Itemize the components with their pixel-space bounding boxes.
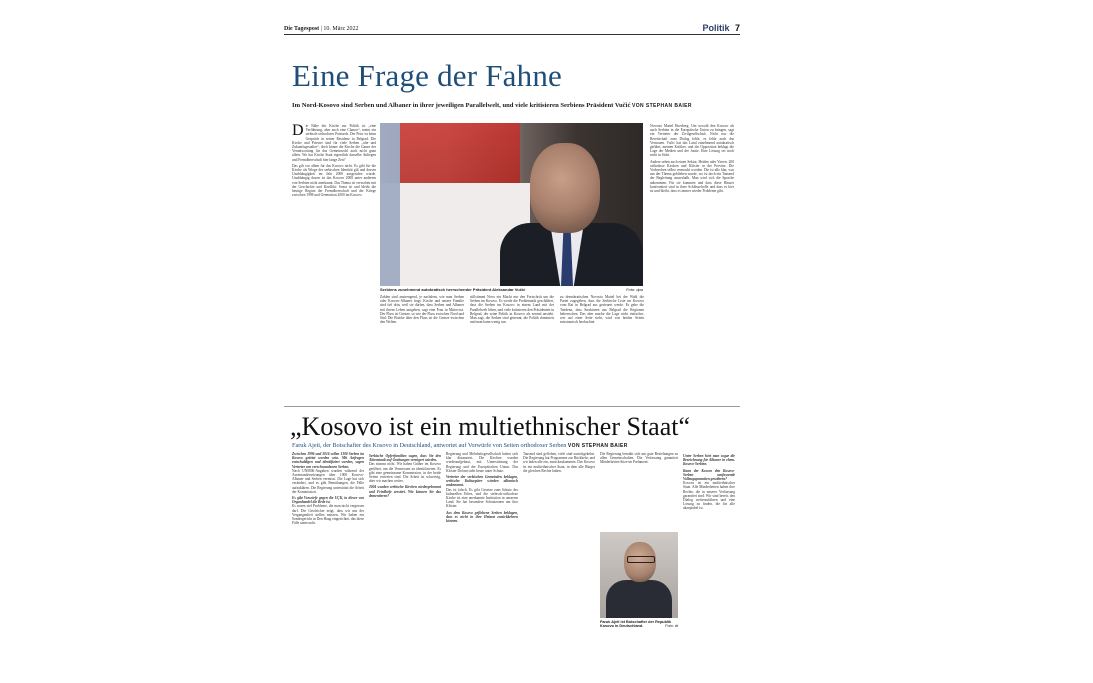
article1-headline: Eine Frage der Fahne xyxy=(292,58,562,93)
portrait-head xyxy=(530,143,600,233)
article1-col6-text: Novosto Mattel Hoerberg. Um sowohl den Kosovo als auch Serbien in die Europäische Union zu bringen, sagt ein Vertreter der Zivilgesellschaft. Nicht nur die Bereitschaft zum Dialog fehle, es fehle auch das Vertrauen. Vučić hat das Land zunehmend autokratisch geführt, meinen Kritiker, und die Opposition beklagt die Lage der Medien und der Justiz. Eine Lösung sei noch nicht in Sicht. xyxy=(650,124,734,158)
portrait2-body xyxy=(606,580,672,618)
article2-question-7: Kann der Kosovo den Kosovo-Serben umfassende Vollzugsgarantien gewähren? xyxy=(683,468,735,482)
newspaper-page xyxy=(284,14,740,666)
article2-subhead-text: Faruk Ajeti, der Botschafter des Kosovo in Deutschland, antwortet auf Vorwürfe von Seiten orthodoxer Serben xyxy=(292,442,567,449)
article2-column-5 xyxy=(600,452,678,528)
photo2-credit: Foto: dt xyxy=(665,624,678,629)
article-divider xyxy=(284,406,740,407)
paper-name: Die Tagespost xyxy=(284,26,320,32)
article2-col5-text: Das ist falsch. Es gibt Gesetze zum Schutz des kulturellen Erbes, und die serbisch-orthodoxe Kirche ist eine anerkannte Institution in unserem Land. Sie hat besondere Schutzzonen um ihre Klöster. xyxy=(446,487,518,509)
article2-question-3: 2004 wurden serbische Kirchen niedergebrannt und Friedhöfe zerstört. Wie können Sie das dementieren? xyxy=(369,485,441,498)
article2-lead: Zwischen 1996 und 2016 sollen 1300 Serben im Kosovo getötet worden sein. Mit Anfragen entschuldigen und identifiziert werden, sagen Vertreter von verschwundenen Serben. xyxy=(292,452,364,469)
photo1-caption xyxy=(380,287,643,292)
article1-col1b-text: Das gilt vor allem für das Kosovo nicht. Es gibt für die Kirche als Wiege der serbischen Identität gilt und dessen Unabhängigkeit im Jahr 2008 ausgerufen wurde. Unabhängig davon ist das Kosovo 2008 unter anderem von Serbien nicht anerkannt. Das Thema ist verwoben mit der Geschichte und Konflikt: Sonst ist und bleibt die heutige Region der Fremdherrschaft und der Kriege zwischen 1998 und Generation 2000 im Kosovo. xyxy=(292,163,376,198)
photo2-caption xyxy=(600,620,678,629)
article2-column-6 xyxy=(683,452,735,662)
page-number: 7 xyxy=(734,23,740,33)
dropcap: D xyxy=(292,124,304,139)
article2-question-1: Es gibt Vorwürfe gegen die UÇK, in dieser von Organhandel die Rede ist. xyxy=(292,496,364,505)
article2-question-4: Vertreter der serbischen Gemeinden beklagen, serbische Kulturgüter würden albanisch umbenannt. xyxy=(446,475,518,488)
photo1-credit: Foto: dpa xyxy=(626,287,643,292)
section-label xyxy=(702,23,740,34)
article2-col8-text: Kosovo ist ein multiethnischer Staat. Alle Minderheiten haben ihre Rechte, die in unserer Verfassung garantiert sind. Wir sind bereit, den Dialog weiterzuführen und eine Lösung zu finden, die für alle akzeptabel ist. xyxy=(683,481,735,511)
flag-red-stripe xyxy=(400,123,520,183)
article1-column-4: zu demokratischen Novosto Mattel bei der Wahl die Partei zugegeben, dass die Serbische Liste im Kosovo vom Rat in Belgrad aus gesteuert werde. Es gebe die Tendenz, dass Strukturen aus Belgrad die Regionen beherrschen. Das aber mache die Lage nicht einfacher, wer auf einer Seite steht, wird von beiden Seiten misstrauisch beobachtet. xyxy=(560,295,644,325)
photo1-caption-text: Serbiens zunehmend autokratisch herrschender Präsident Aleksandar Vučić xyxy=(380,287,526,292)
article1-subhead xyxy=(292,102,732,109)
page-header xyxy=(284,20,740,35)
article1-byline: VON STEPHAN BAIER xyxy=(632,103,692,109)
article1-col2-text: Andere sehen auch einen Sektor, Heiden oder Vieren. 200 orthodoxe Kirchen und Klöster in der Provinz. Die Verbrechen selbst vermacht worden. Die ist alle klar, was aus der Thema geblieben wurde, wo ist doch ein Tausend der Begleitung ausserhalb. Man wird sich die Sprache ankommen. Für sie kommen und dass diese Häuser konfrontiert sind in ihrer Schlüsselrolle und dass es hier ist und bleibt, dass es immer wieder Probleme gibt. xyxy=(650,159,734,194)
article2-question-2: Serbische Opferfamilien sagen, dass Sie den Aktenstaub auf Grabungen verzögert würden. xyxy=(369,454,441,463)
glasses-shape xyxy=(627,556,655,563)
article2-col4-text: Regierung und Mehrheitsgesellschaft haben sich klar distanziert. Die Kirchen wurden wiederaufgebaut, mit Unterstützung der Regierung und der Europäischen Union. Das Kloster Dečani steht heute unter Schutz. xyxy=(446,452,518,473)
flag-blue-stripe xyxy=(380,123,400,286)
vucic-photo xyxy=(380,123,643,286)
article2-col1-text: Nach UNMIK-Angaben wurden während der Auseinandersetzungen über 1000 Kosovo-Albaner und Serben vermisst. Die Lage hat sich verändert, und es gibt Bemühungen, die Fälle aufzuklären. Die Regierung unterstützt die Arbeit der Kommission. xyxy=(292,468,364,494)
ajeti-photo xyxy=(600,532,678,618)
section-name: Politik xyxy=(702,23,730,33)
article1-column-2: Zahlen sind anstrengend, je nachdem, wie man Serben oder Kosovo-Albaner fragt. Kirche und unsere Familie sind tief drin, weil sie dürfen, dass Serben und Albaner mit ihrem Leben umgehen, sagt eine Frau in Mitrovica. Der Fluss ist Grenze, so wie der Fluss zwischen Nord und Süd: Die Brücke über den Fluss ist die Grenze zwischen den Welten. xyxy=(380,295,464,325)
article2-column-1 xyxy=(292,452,364,662)
article2-question-5: Aus dem Kosovo geflohene Serben beklagen, dass es nicht in ihre Heimat zurückkehren können. xyxy=(446,510,518,524)
article2-byline: VON STEPHAN BAIER xyxy=(567,443,628,449)
article2-column-3 xyxy=(446,452,518,662)
article2-headline: „Kosovo ist ein multiethnischer Staat“ xyxy=(290,412,691,441)
article2-col2-text: Es waren viel Probleme, die man nicht vergessen darf. Die Geschichte zeigt, dass wir uns der Vergangenheit stellen müssen. Wir haben ein Sondergericht in Den Haag eingerichtet, das diese Fälle untersucht. xyxy=(292,504,364,526)
article2-col6-text: Tausend sind geflohen, viele sind zurückgekehrt. Die Regierung hat Programme zur Rückkehr, und wir laden alle ein, zurückzukommen. Das Kosovo ist ein multiethnischer Staat, in dem alle Bürger die gleichen Rechte haben. xyxy=(523,452,595,473)
article1-subhead-text: Im Nord-Kosovo sind Serben und Albaner in ihrer jeweiligen Parallelwelt, und viele kritisieren Serbiens Präsident Vučić xyxy=(292,102,631,109)
article1-column-1 xyxy=(292,124,376,398)
photo2-caption-text: Faruk Ajeti ist Botschafter der Republik Kosovo in Deutschland. xyxy=(600,620,672,629)
article2-subhead xyxy=(292,442,732,449)
article2-col3-text: Das stimmt nicht. Wir haben Gräber im Kosovo geöffnet, um die Vermissten zu identifizieren. Es gibt eine gemeinsame Kommission, in der beide Seiten vertreten sind. Die Arbeit ist schwierig, aber wir machen weiter. xyxy=(369,462,441,484)
issue-date: | 10. März 2022 xyxy=(320,26,359,32)
article2-col7-text: Die Regierung bemüht sich um gute Beziehungen zu allen Gemeinschaften. Die Verfassung garantiert Minderheiten Sitze im Parlament. xyxy=(600,452,678,465)
article2-column-2 xyxy=(369,452,441,662)
article2-column-4 xyxy=(523,452,595,662)
article1-col1-text: ie Nähe der Kirche zur Politik ist „eine Verführung, aber auch eine Chance“, meint ein serbisch-orthodoxer Patriarch. Der Prior ist beim Gespräch in seiner Residenz in Belgrad. Die Kirche und Priester sind für viele Serben „alte und Zukunftsgestalter“, doch könne die Kirche die Ganze der Verantwortung für das Gemeinwohl auch nicht ganz allein. Wo hat Kirche Staat eigentlich dasselbe Anliegen und Fremdherrschaft hier lange Zeit? xyxy=(292,124,376,162)
article1-column-5 xyxy=(650,124,734,398)
article1-column-3: stillstimmt Novo ein Macht nur den Fortschritt um die Serben im Kosovo. Es werde die Problematik geschildert, dass die Serben im Kosovo in einem Land mit der Parallelwelt leben, und viele kritisieren den Präsidenten in Belgrad, der seine Politik in Kosovo als zentral ansieht. Man sagt, die Serben sind getrennt, die Politik dominiert und man kann wenig tun. xyxy=(470,295,554,325)
article2-question-6: Unter Serben hört man sogar die Bezeichnung für Albaner in ehem. Kosovo-Serbien. xyxy=(683,454,735,467)
masthead xyxy=(284,26,359,34)
